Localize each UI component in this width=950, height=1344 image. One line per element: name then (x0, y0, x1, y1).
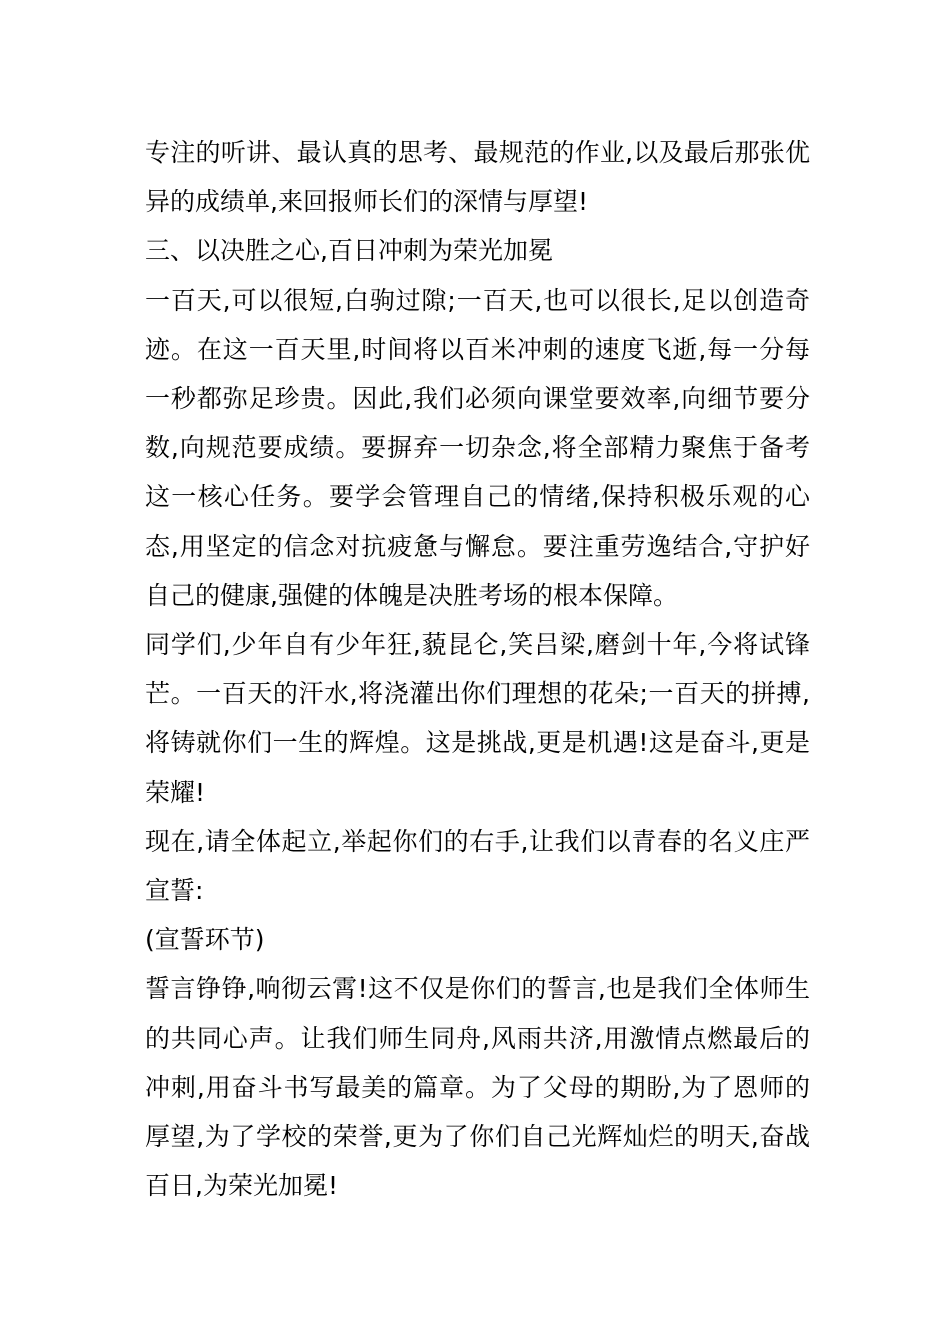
paragraph-classmates: 同学们,少年自有少年狂,藐昆仑,笑吕梁,磨剑十年,今将试锋芒。一百天的汗水,将浇灌出你们理想的花朵;一百天的拼搏,将铸就你们一生的辉煌。这是挑战,更是机遇!这是奋斗,更是荣耀! (145, 630, 810, 807)
paragraph-final-exhortation: 誓言铮铮,响彻云霄!这不仅是你们的誓言,也是我们全体师生的共同心声。让我们师生同舟,风雨共济,用激情点燃最后的冲刺,用奋斗书写最美的篇章。为了父母的期盼,为了恩师的厚望,为了学校的荣誉,更为了你们自己光辉灿烂的明天,奋战百日,为荣光加冕! (145, 974, 810, 1201)
section-heading-three: 三、以决胜之心,百日冲刺为荣光加冕 (145, 236, 553, 266)
paragraph-stand-and-pledge: 现在,请全体起立,举起你们的右手,让我们以青春的名义庄严宣誓: (145, 826, 810, 906)
paragraph-pledge-segment: (宣誓环节) (145, 925, 265, 955)
document-body (145, 128, 810, 1210)
paragraph-closing-gratitude: 专注的听讲、最认真的思考、最规范的作业,以及最后那张优异的成绩单,来回报师长们的深情与厚望! (145, 138, 810, 217)
paragraph-hundred-days: 一百天,可以很短,白驹过隙;一百天,也可以很长,足以创造奇迹。在这一百天里,时间将以百米冲刺的速度飞逝,每一分每一秒都弥足珍贵。因此,我们必须向课堂要效率,向细节要分数,向规范要成绩。要摒弃一切杂念,将全部精力聚焦于备考这一核心任务。要学会管理自己的情绪,保持积极乐观的心态,用坚定的信念对抗疲惫与懈怠。要注重劳逸结合,守护好自己的健康,强健的体魄是决胜考场的根本保障。 (145, 285, 810, 610)
